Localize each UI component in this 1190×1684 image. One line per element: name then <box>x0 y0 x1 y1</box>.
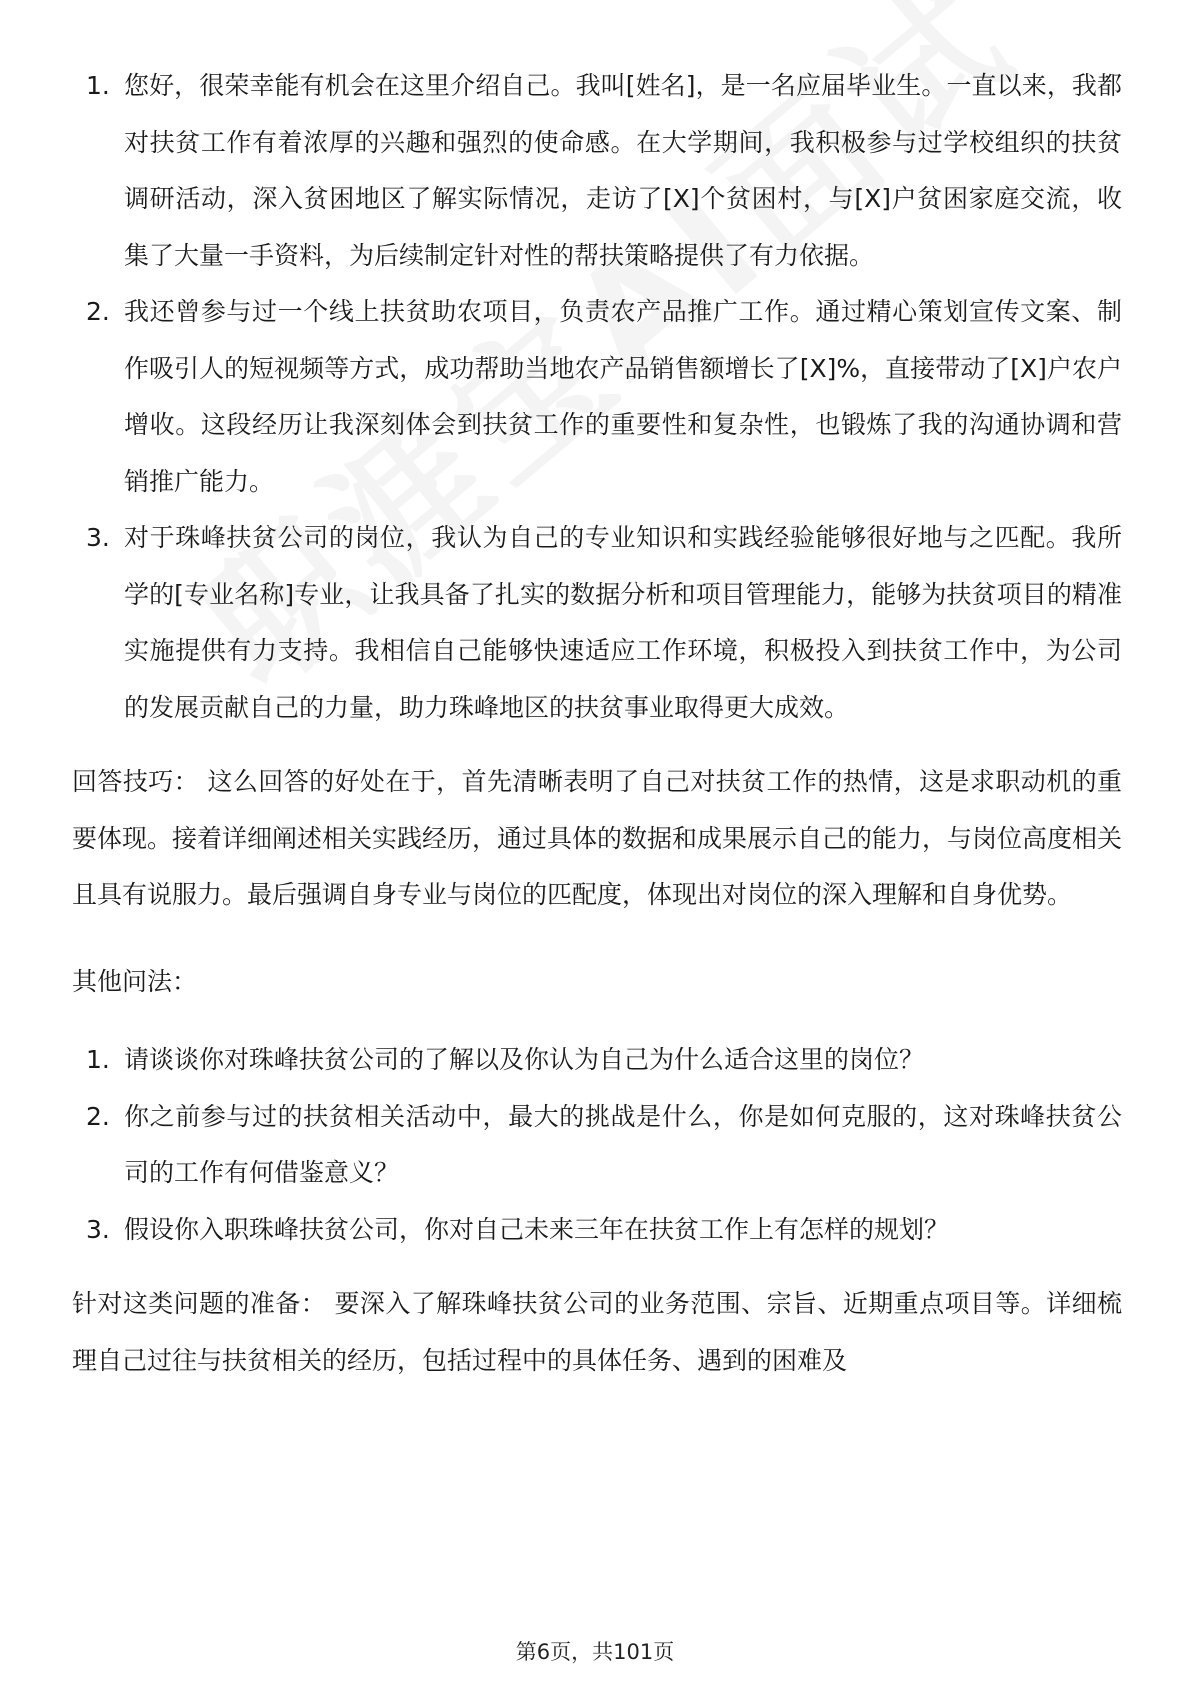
list-text: 对于珠峰扶贫公司的岗位，我认为自己的专业知识和实践经验能够很好地与之匹配。我所学的[专业名称]专业，让我具备了扎实的数据分析和项目管理能力，能够为扶贫项目的精准实施提供有力支持。我相信自己能够快速适应工作环境，积极投入到扶贫工作中，为公司的发展贡献自己的力量，助力珠峰地区的扶贫事业取得更大成效。 <box>124 523 1122 722</box>
list-text: 我还曾参与过一个线上扶贫助农项目，负责农产品推广工作。通过精心策划宣传文案、制作吸引人的短视频等方式，成功帮助当地农产品销售额增长了[X]%，直接带动了[X]户农户增收。这段经历让我深刻体会到扶贫工作的重要性和复杂性，也锻炼了我的沟通协调和营销推广能力。 <box>124 297 1122 496</box>
list-item <box>72 1032 1122 1089</box>
list-number: 1. <box>86 71 110 100</box>
answer-list <box>72 58 1122 736</box>
list-item <box>72 510 1122 736</box>
list-number: 2. <box>86 297 110 326</box>
answer-tips: 回答技巧： 这么回答的好处在于，首先清晰表明了自己对扶贫工作的热情，这是求职动机的重要体现。接着详细阐述相关实践经历，通过具体的数据和成果展示自己的能力，与岗位高度相关且具有说服力。最后强调自身专业与岗位的匹配度，体现出对岗位的深入理解和自身优势。 <box>72 767 1123 909</box>
list-text: 你之前参与过的扶贫相关活动中，最大的挑战是什么，你是如何克服的，这对珠峰扶贫公司的工作有何借鉴意义？ <box>124 1101 1122 1187</box>
other-questions-list <box>72 1032 1122 1258</box>
list-text: 请谈谈你对珠峰扶贫公司的了解以及你认为自己为什么适合这里的岗位？ <box>124 1045 925 1074</box>
list-item <box>72 1202 1122 1259</box>
other-questions-heading: 其他问法： <box>72 966 198 996</box>
list-number: 2. <box>86 1101 110 1131</box>
list-number: 1. <box>86 1045 110 1074</box>
list-item <box>72 58 1122 284</box>
list-number: 3. <box>86 1214 110 1244</box>
preparation-tips: 针对这类问题的准备： 要深入了解珠峰扶贫公司的业务范围、宗旨、近期重点项目等。详细梳理自己过往与扶贫相关的经历，包括过程中的具体任务、遇到的困难及 <box>72 1289 1122 1375</box>
list-text: 假设你入职珠峰扶贫公司，你对自己未来三年在扶贫工作上有怎样的规划？ <box>124 1214 950 1244</box>
list-item <box>72 1089 1122 1202</box>
document-body <box>72 58 1122 1389</box>
list-number: 3. <box>86 523 110 552</box>
page-footer: 第6页，共101页 <box>515 1640 675 1664</box>
list-text: 您好，很荣幸能有机会在这里介绍自己。我叫[姓名]，是一名应届毕业生。一直以来，我都对扶贫工作有着浓厚的兴趣和强烈的使命感。在大学期间，我积极参与过学校组织的扶贫调研活动，深入贫困地区了解实际情况，走访了[X]个贫困村，与[X]户贫困家庭交流，收集了大量一手资料，为后续制定针对性的帮扶策略提供了有力依据。 <box>124 71 1122 270</box>
list-item <box>72 284 1122 510</box>
